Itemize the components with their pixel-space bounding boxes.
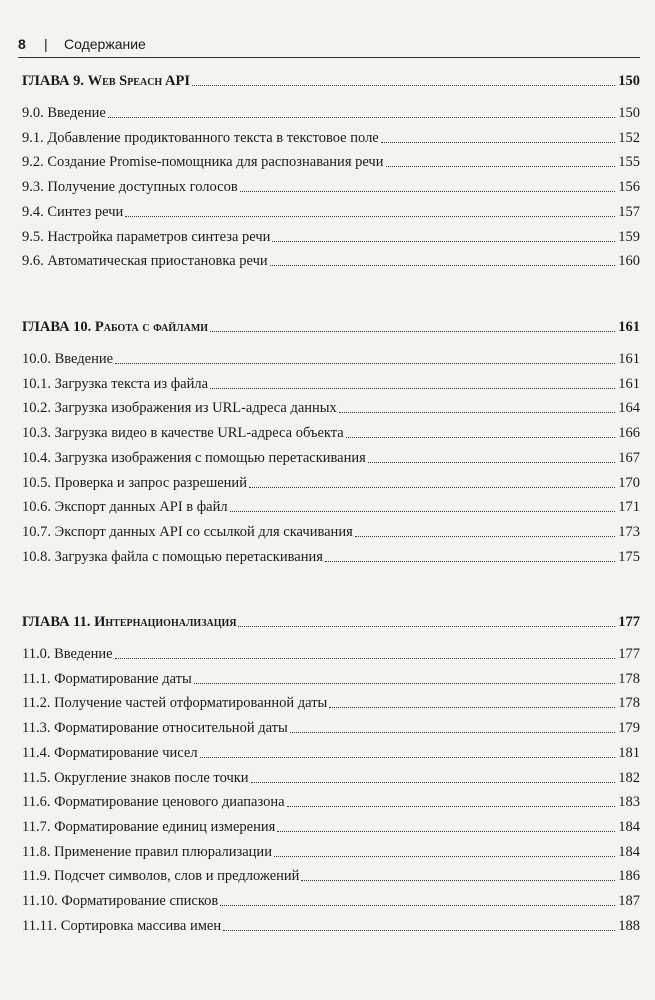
- dot-leader: [210, 387, 615, 389]
- chapter-prefix: ГЛАВА 11.: [22, 614, 91, 630]
- chapter-name: Интернационализация: [94, 614, 237, 630]
- chapter-prefix: ГЛАВА 9.: [22, 73, 85, 89]
- section-label: 10.6. Экспорт данных API в файл: [22, 499, 228, 516]
- section-page: 186: [618, 868, 640, 885]
- section-row: [22, 472, 640, 492]
- chapter-row: [22, 316, 640, 336]
- section-page: 161: [618, 351, 640, 367]
- section-row: [22, 668, 640, 688]
- section-label: 11.1. Форматирование даты: [22, 670, 192, 687]
- section-row: [22, 373, 640, 393]
- section-label: 11.3. Форматирование относительной даты: [22, 720, 288, 737]
- section-row: [22, 742, 640, 762]
- chapter-label: [22, 72, 192, 90]
- section-row: [22, 226, 640, 246]
- section-row: [22, 865, 640, 885]
- section-label: 11.4. Форматирование чисел: [22, 744, 198, 761]
- section-row: [22, 176, 640, 196]
- page-header: [18, 32, 640, 62]
- section-label: 10.7. Экспорт данных API со ссылкой для скачивания: [22, 523, 353, 540]
- section-page: 157: [618, 203, 640, 220]
- section-page: 171: [618, 499, 640, 516]
- dot-leader: [329, 706, 615, 708]
- section-page: 152: [618, 129, 640, 146]
- section-row: [22, 841, 640, 861]
- section-page: 181: [618, 744, 640, 761]
- dot-leader: [274, 855, 615, 857]
- header-rule: [18, 57, 640, 58]
- section-page: 170: [618, 474, 640, 491]
- section-row: [22, 201, 640, 221]
- dot-leader: [355, 535, 615, 537]
- chapter-row: [22, 70, 640, 90]
- section-label: 11.11. Сортировка массива имен: [22, 917, 222, 934]
- dot-leader: [220, 904, 615, 906]
- dot-leader: [381, 141, 615, 143]
- dot-leader: [346, 436, 615, 438]
- header-separator: |: [44, 36, 48, 52]
- dot-leader: [287, 805, 615, 807]
- section-row: [22, 546, 640, 566]
- chapter-page: 161: [618, 319, 640, 335]
- section-row: [22, 890, 640, 910]
- section-label: 11.2. Получение частей отформатированной даты: [22, 695, 328, 712]
- section-page: 184: [618, 818, 640, 835]
- section-row: [22, 151, 640, 171]
- dot-leader: [290, 731, 615, 733]
- section-row: [22, 717, 640, 737]
- chapter-name: Web Speach API: [87, 73, 190, 89]
- dot-leader: [200, 756, 615, 758]
- section-label: 11.9. Подсчет символов, слов и предложений: [22, 868, 300, 885]
- section-page: 166: [618, 425, 640, 442]
- section-page: 159: [618, 228, 640, 245]
- section-row: [22, 397, 640, 417]
- section-row: [22, 447, 640, 467]
- dot-leader: [194, 682, 615, 684]
- section-label: 10.4. Загрузка изображения с помощью перетаскивания: [22, 449, 366, 466]
- section-page: 188: [618, 917, 640, 934]
- section-row: [22, 250, 640, 270]
- section-page: 161: [618, 375, 640, 392]
- dot-leader: [223, 929, 615, 931]
- section-label: 10.1. Загрузка текста из файла: [22, 375, 209, 392]
- section-row: [22, 102, 640, 122]
- section-page: 164: [618, 400, 640, 417]
- section-label: 11.5. Округление знаков после точки: [22, 769, 249, 786]
- section-page: 179: [618, 720, 640, 737]
- section-label: 9.2. Создание Promise-помощника для распознавания речи: [22, 154, 384, 171]
- dot-leader: [108, 116, 615, 118]
- dot-leader: [192, 84, 615, 86]
- section-page: 184: [618, 843, 640, 860]
- section-row: [22, 767, 640, 787]
- dot-leader: [325, 560, 615, 562]
- section-label: 10.5. Проверка и запрос разрешений: [22, 474, 247, 491]
- section-row: [22, 791, 640, 811]
- dot-leader: [272, 240, 615, 242]
- dot-leader: [249, 486, 615, 488]
- chapter-label: [22, 318, 210, 336]
- dot-leader: [240, 190, 615, 192]
- dot-leader: [115, 362, 615, 364]
- dot-leader: [210, 330, 615, 332]
- section-label: 11.7. Форматирование единиц измерения: [22, 818, 276, 835]
- dot-leader: [386, 165, 616, 167]
- section-label: 11.10. Форматирование списков: [22, 893, 219, 909]
- section-row: [22, 348, 640, 368]
- dot-leader: [125, 215, 615, 217]
- chapter-page: 177: [618, 614, 640, 630]
- section-page: 178: [618, 670, 640, 687]
- dot-leader: [270, 264, 615, 266]
- section-label: 9.0. Введение: [22, 105, 106, 121]
- section-page: 156: [618, 179, 640, 196]
- section-row: [22, 496, 640, 516]
- section-page: 187: [618, 893, 640, 909]
- section-page: 150: [618, 105, 640, 121]
- page-number: 8: [18, 36, 26, 52]
- section-page: 173: [618, 523, 640, 540]
- section-row: [22, 127, 640, 147]
- section-label: 9.6. Автоматическая приостановка речи: [22, 253, 268, 270]
- running-title: Содержание: [64, 36, 146, 52]
- section-label: 11.0. Введение: [22, 646, 113, 662]
- section-label: 9.1. Добавление продиктованного текста в текстовое поле: [22, 129, 379, 146]
- section-label: 11.6. Форматирование ценового диапазона: [22, 794, 285, 811]
- section-row: [22, 692, 640, 712]
- dot-leader: [301, 879, 615, 881]
- chapter-name: Работа с файлами: [94, 319, 209, 335]
- section-row: [22, 643, 640, 663]
- section-label: 10.3. Загрузка видео в качестве URL-адреса объекта: [22, 425, 344, 442]
- chapter-prefix: ГЛАВА 10.: [22, 319, 92, 335]
- dot-leader: [115, 657, 615, 659]
- section-row: [22, 521, 640, 541]
- section-page: 167: [618, 449, 640, 466]
- dot-leader: [339, 411, 615, 413]
- section-page: 178: [618, 695, 640, 712]
- section-label: 10.0. Введение: [22, 351, 114, 367]
- section-page: 182: [618, 769, 640, 786]
- section-row: [22, 422, 640, 442]
- section-row: [22, 915, 640, 935]
- section-label: 10.2. Загрузка изображения из URL-адреса данных: [22, 400, 337, 417]
- chapter-page: 150: [618, 73, 640, 89]
- section-label: 9.4. Синтез речи: [22, 203, 124, 220]
- dot-leader: [238, 625, 615, 627]
- dot-leader: [368, 461, 615, 463]
- chapter-label: [22, 613, 238, 631]
- dot-leader: [251, 781, 615, 783]
- dot-leader: [277, 830, 615, 832]
- section-row: [22, 816, 640, 836]
- section-label: 9.5. Настройка параметров синтеза речи: [22, 228, 271, 245]
- section-page: 155: [618, 154, 640, 171]
- section-page: 177: [618, 646, 640, 662]
- section-page: 183: [618, 794, 640, 811]
- section-page: 175: [618, 548, 640, 565]
- dot-leader: [230, 510, 615, 512]
- section-label: 11.8. Применение правил плюрализации: [22, 843, 272, 860]
- section-label: 9.3. Получение доступных голосов: [22, 179, 238, 196]
- section-page: 160: [618, 253, 640, 270]
- chapter-row: [22, 611, 640, 631]
- section-label: 10.8. Загрузка файла с помощью перетаскивания: [22, 548, 323, 565]
